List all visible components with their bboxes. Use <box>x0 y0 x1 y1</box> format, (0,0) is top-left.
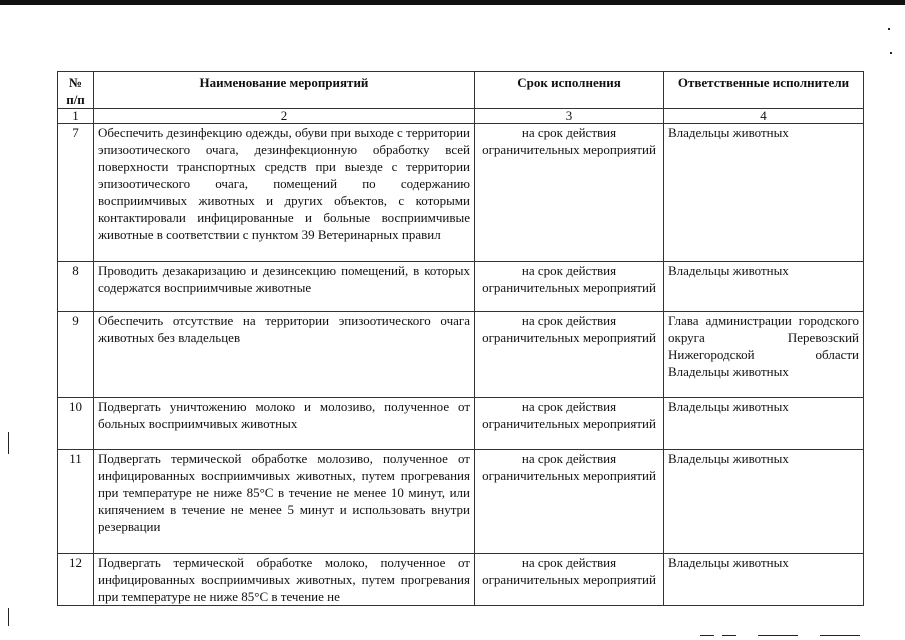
scan-mark <box>758 635 798 636</box>
scan-speck <box>890 52 892 54</box>
measure-term: на срок действия ограничительных мероприятий <box>475 554 664 606</box>
top-scan-border <box>0 0 905 5</box>
measure-term: на срок действия ограничительных мероприятий <box>475 312 664 398</box>
table-row <box>58 312 864 398</box>
row-number: 8 <box>58 262 94 312</box>
measure-name: Подвергать уничтожению молоко и молозиво, полученное от больных восприимчивых животных <box>94 398 475 450</box>
index-cell: 2 <box>94 109 475 124</box>
measure-responsible: Владельцы животных <box>664 450 864 554</box>
table-row <box>58 554 864 606</box>
index-cell: 4 <box>664 109 864 124</box>
measure-responsible: Глава администрации городского округа Перевозский Нижегородской области Владельцы животных <box>664 312 864 398</box>
header-name: Наименование мероприятий <box>94 72 475 109</box>
measure-name: Обеспечить отсутствие на территории эпизоотического очага животных без владельцев <box>94 312 475 398</box>
table-header-row <box>58 72 864 109</box>
header-term: Срок исполнения <box>475 72 664 109</box>
measure-responsible: Владельцы животных <box>664 124 864 262</box>
row-number: 9 <box>58 312 94 398</box>
row-number: 11 <box>58 450 94 554</box>
measure-name: Обеспечить дезинфекцию одежды, обуви при выходе с территории эпизоотического очага, дезинфекционную обработку всей поверхности транспортных средств при выезде с территории эпизоотического очага, помещений по содержанию восприимчивых животных и других объектов, с которыми контактировали инфицированные и больные восприимчивые животные в соответствии с пунктом 39 Ветеринарных правил <box>94 124 475 262</box>
header-resp: Ответственные исполнители <box>664 72 864 109</box>
measure-name: Проводить дезакаризацию и дезинсекцию помещений, в которых содержатся восприимчивые животные <box>94 262 475 312</box>
measure-responsible: Владельцы животных <box>664 554 864 606</box>
measures-table <box>57 71 864 606</box>
scan-mark <box>722 635 736 636</box>
measure-term: на срок действия ограничительных мероприятий <box>475 398 664 450</box>
table-row <box>58 124 864 262</box>
measure-name: Подвергать термической обработке молозиво, полученное от инфицированных восприимчивых животных, путем прогревания при температуре не ниже 85°С в течение не менее 10 минут, или кипячением в течение не менее 5 минут и использовать внутри резервации <box>94 450 475 554</box>
table-row <box>58 450 864 554</box>
column-index-row <box>58 109 864 124</box>
scan-mark <box>820 635 860 636</box>
measure-responsible: Владельцы животных <box>664 398 864 450</box>
row-number: 10 <box>58 398 94 450</box>
table-row <box>58 262 864 312</box>
scan-speck <box>888 28 890 30</box>
measure-term: на срок действия ограничительных мероприятий <box>475 450 664 554</box>
measure-term: на срок действия ограничительных мероприятий <box>475 124 664 262</box>
scan-mark <box>8 432 9 454</box>
table-row <box>58 398 864 450</box>
measure-name: Подвергать термической обработке молоко, полученное от инфицированных восприимчивых животных, путем прогревания при температуре не ниже 85°С в течение не <box>94 554 475 606</box>
measure-responsible: Владельцы животных <box>664 262 864 312</box>
row-number: 12 <box>58 554 94 606</box>
index-cell: 1 <box>58 109 94 124</box>
scan-mark <box>700 635 714 636</box>
measure-term: на срок действия ограничительных мероприятий <box>475 262 664 312</box>
header-num: № п/п <box>58 72 94 109</box>
scan-mark <box>8 608 9 626</box>
row-number: 7 <box>58 124 94 262</box>
index-cell: 3 <box>475 109 664 124</box>
